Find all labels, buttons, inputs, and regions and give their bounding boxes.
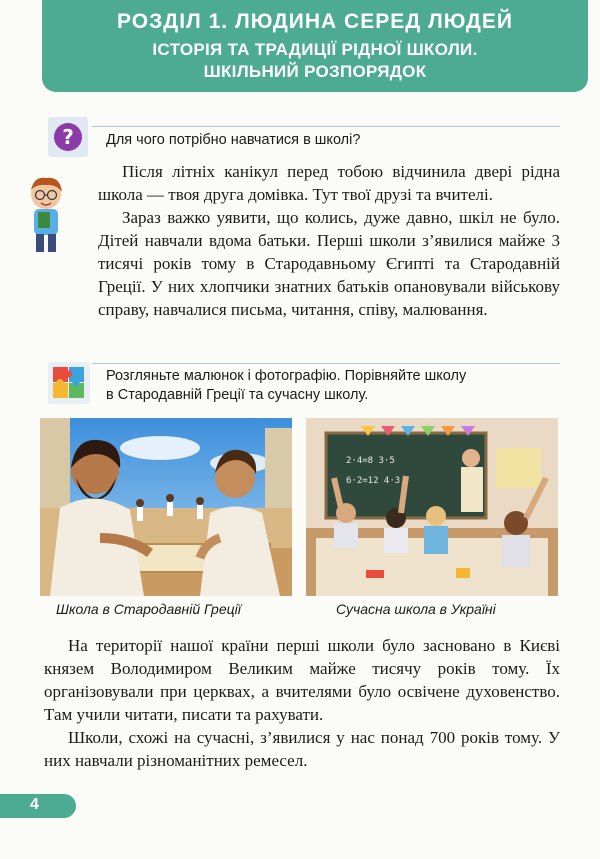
ancient-greek-school-image — [40, 418, 292, 596]
modern-classroom-photo — [306, 418, 558, 596]
task-text-line2: в Стародавній Греції та сучасну школу. — [106, 387, 369, 403]
lesson-title-line2: ШКІЛЬНИЙ РОЗПОРЯДОК — [203, 62, 427, 81]
right-image-caption: Сучасна школа в Україні — [336, 601, 496, 617]
task-text-line1: Розгляньте малюнок і фотографію. Порівняйте школу — [106, 368, 467, 384]
paragraph: Школи, схожі на сучасні, з’явилися у нас понад 700 років тому. У них навчали різноманітних ремесел. — [44, 728, 560, 770]
puzzle-icon — [48, 362, 90, 404]
question-divider — [92, 126, 560, 127]
section-title: РОЗДІЛ 1. ЛЮДИНА СЕРЕД ЛЮДЕЙ — [117, 10, 513, 33]
task-divider — [92, 363, 560, 364]
paragraph: Зараз важко уявити, що колись, дуже давно, шкіл не було. Дітей навчали вдома батьки. Перші школи з’явилися майже 3 тисячі років тому в Стародавньому Єгипті та Стародавній Греції. У них хлопчики знатних батьків опановували військову справу, навчалися письма, читання, співу, малювання. — [98, 208, 560, 319]
paragraph: На території нашої країни перші школи було засновано в Києві князем Володимиром Великим майже тисячу років тому. Їх організовували при церквах, а вчителями було освічене духовенство. Там учили читати, писати та рахувати. — [44, 636, 560, 724]
page-number: 4 — [30, 796, 39, 813]
svg-text:6·2=12 4·3: 6·2=12 4·3 — [346, 476, 401, 486]
boy-illustration — [22, 176, 70, 256]
left-image-caption: Школа в Стародавній Греції — [56, 601, 241, 617]
lesson-title-line1: ІСТОРІЯ ТА ТРАДИЦІЇ РІДНОЇ ШКОЛИ. — [152, 40, 478, 59]
history-paragraphs — [44, 634, 560, 772]
svg-text:2·4=8 3·5: 2·4=8 3·5 — [346, 456, 395, 466]
question-mark-icon: ? — [48, 117, 88, 157]
question-text: Для чого потрібно навчатися в школі? — [106, 132, 361, 148]
section-header — [42, 0, 588, 92]
paragraph: Після літніх канікул перед тобою відчинила двері рідна школа — твоя друга домівка. Тут твої друзі та вчителі. — [98, 162, 560, 204]
task-text — [106, 367, 466, 405]
intro-paragraphs — [98, 160, 560, 321]
